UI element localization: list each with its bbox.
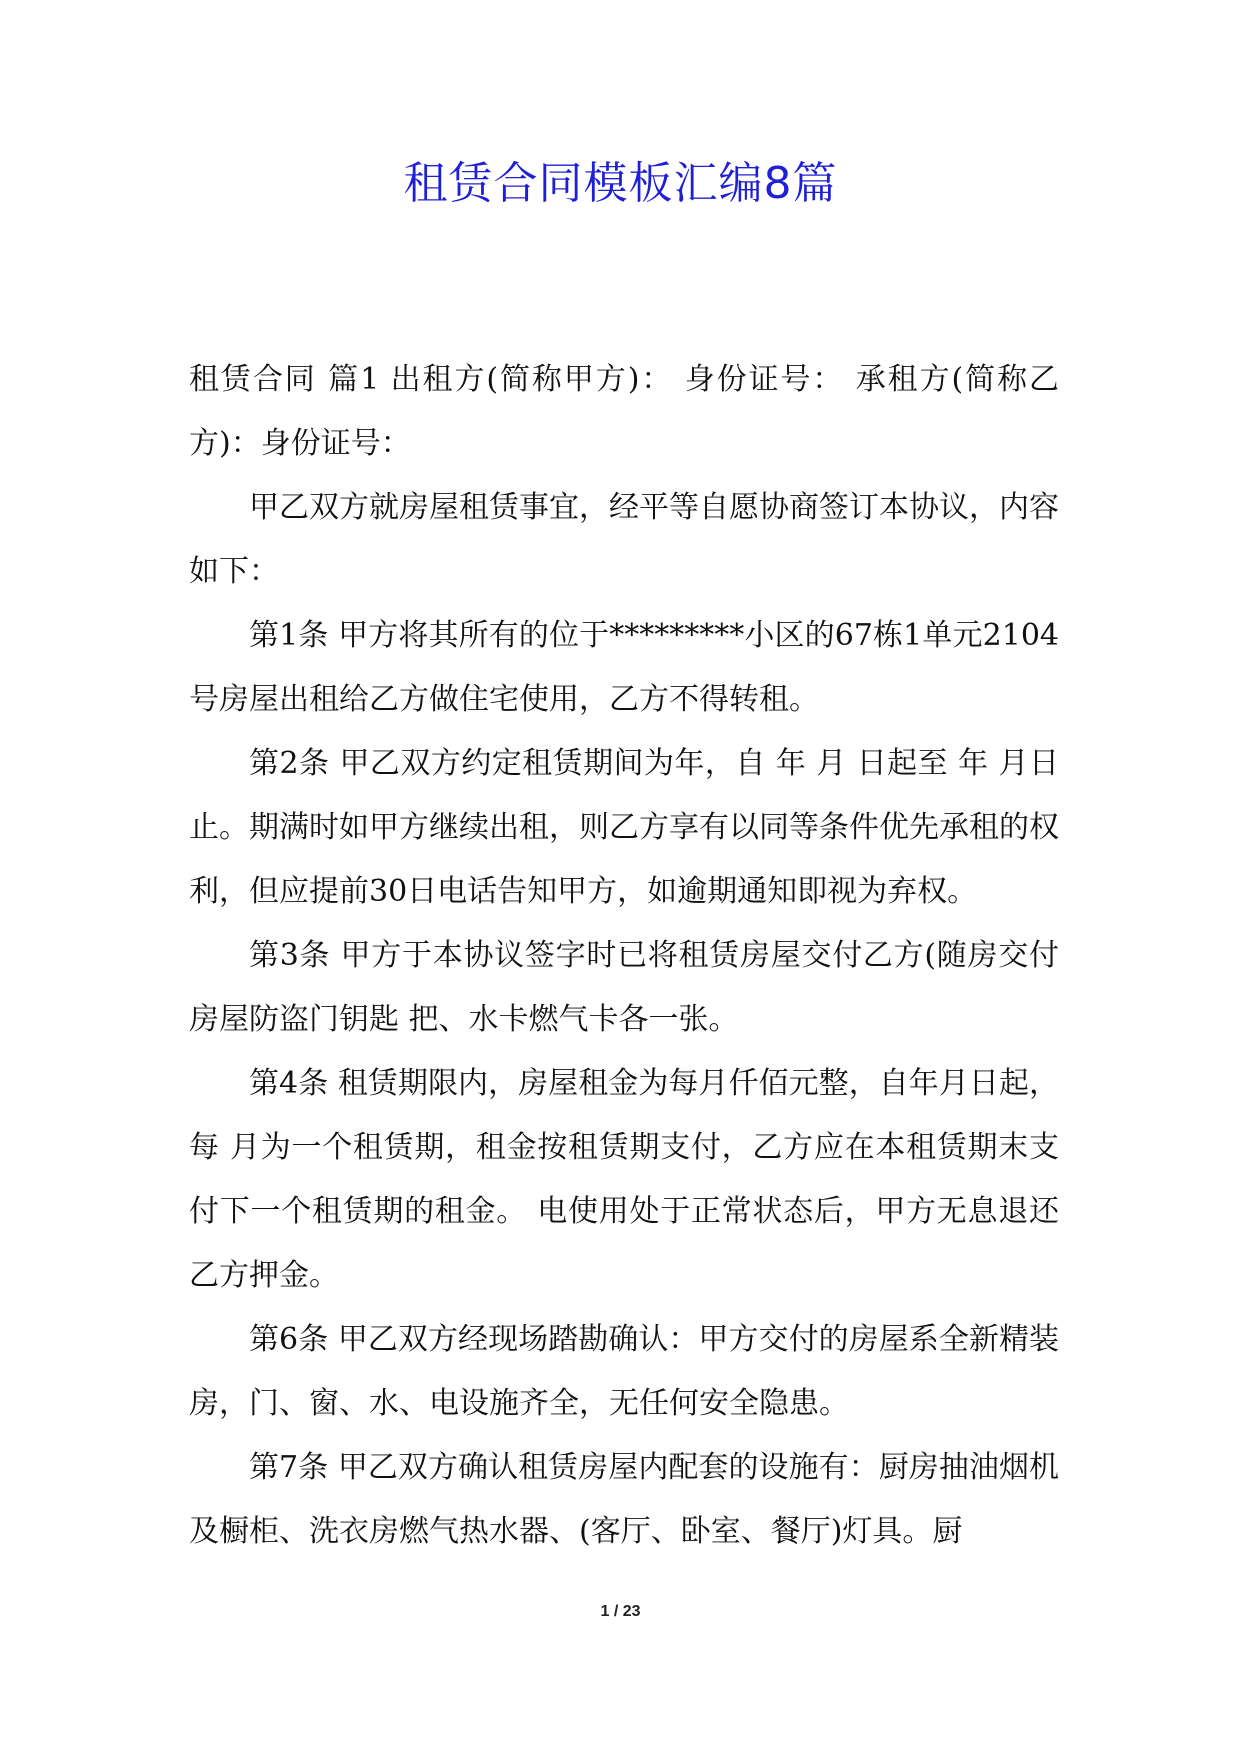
paragraph-article-2: 第2条 甲乙双方约定租赁期间为年，自 年 月 日起至 年 月日止。期满时如甲方继续出租，则乙方享有以同等条件优先承租的权利，但应提前30日电话告知甲方，如逾期通知即视为弃权。 [189,746,1059,909]
paragraph-intro: 甲乙双方就房屋租赁事宜，经平等自愿协商签订本协议，内容如下： [189,490,1059,589]
paragraph-article-6: 第6条 甲乙双方经现场踏勘确认：甲方交付的房屋系全新精装房，门、窗、水、电设施齐全，无任何安全隐患。 [189,1322,1059,1421]
document-body [189,348,1059,1564]
paragraph-article-4: 第4条 租赁期限内，房屋租金为每月仟佰元整，自年月日起，每 月为一个租赁期，租金按租赁期支付，乙方应在本租赁期末支付下一个租赁期的租金。 电使用处于正常状态后，甲方无息退还乙方押金。 [189,1066,1059,1293]
paragraph-parties: 租赁合同 篇1 出租方(简称甲方)： 身份证号： 承租方(简称乙方)：身份证号： [189,362,1059,461]
paragraph-article-3: 第3条 甲方于本协议签字时已将租赁房屋交付乙方(随房交付房屋防盗门钥匙 把、水卡燃气卡各一张。 [189,938,1059,1037]
page-number: 1 / 23 [600,1603,641,1620]
paragraph-article-1: 第1条 甲方将其所有的位于*********小区的67栋1单元2104号房屋出租给乙方做住宅使用，乙方不得转租。 [189,618,1059,717]
paragraph-article-7: 第7条 甲乙双方确认租赁房屋内配套的设施有：厨房抽油烟机及橱柜、洗衣房燃气热水器、(客厅、卧室、餐厅)灯具。厨 [189,1450,1059,1549]
document-title: 租赁合同模板汇编8篇 [403,158,838,209]
